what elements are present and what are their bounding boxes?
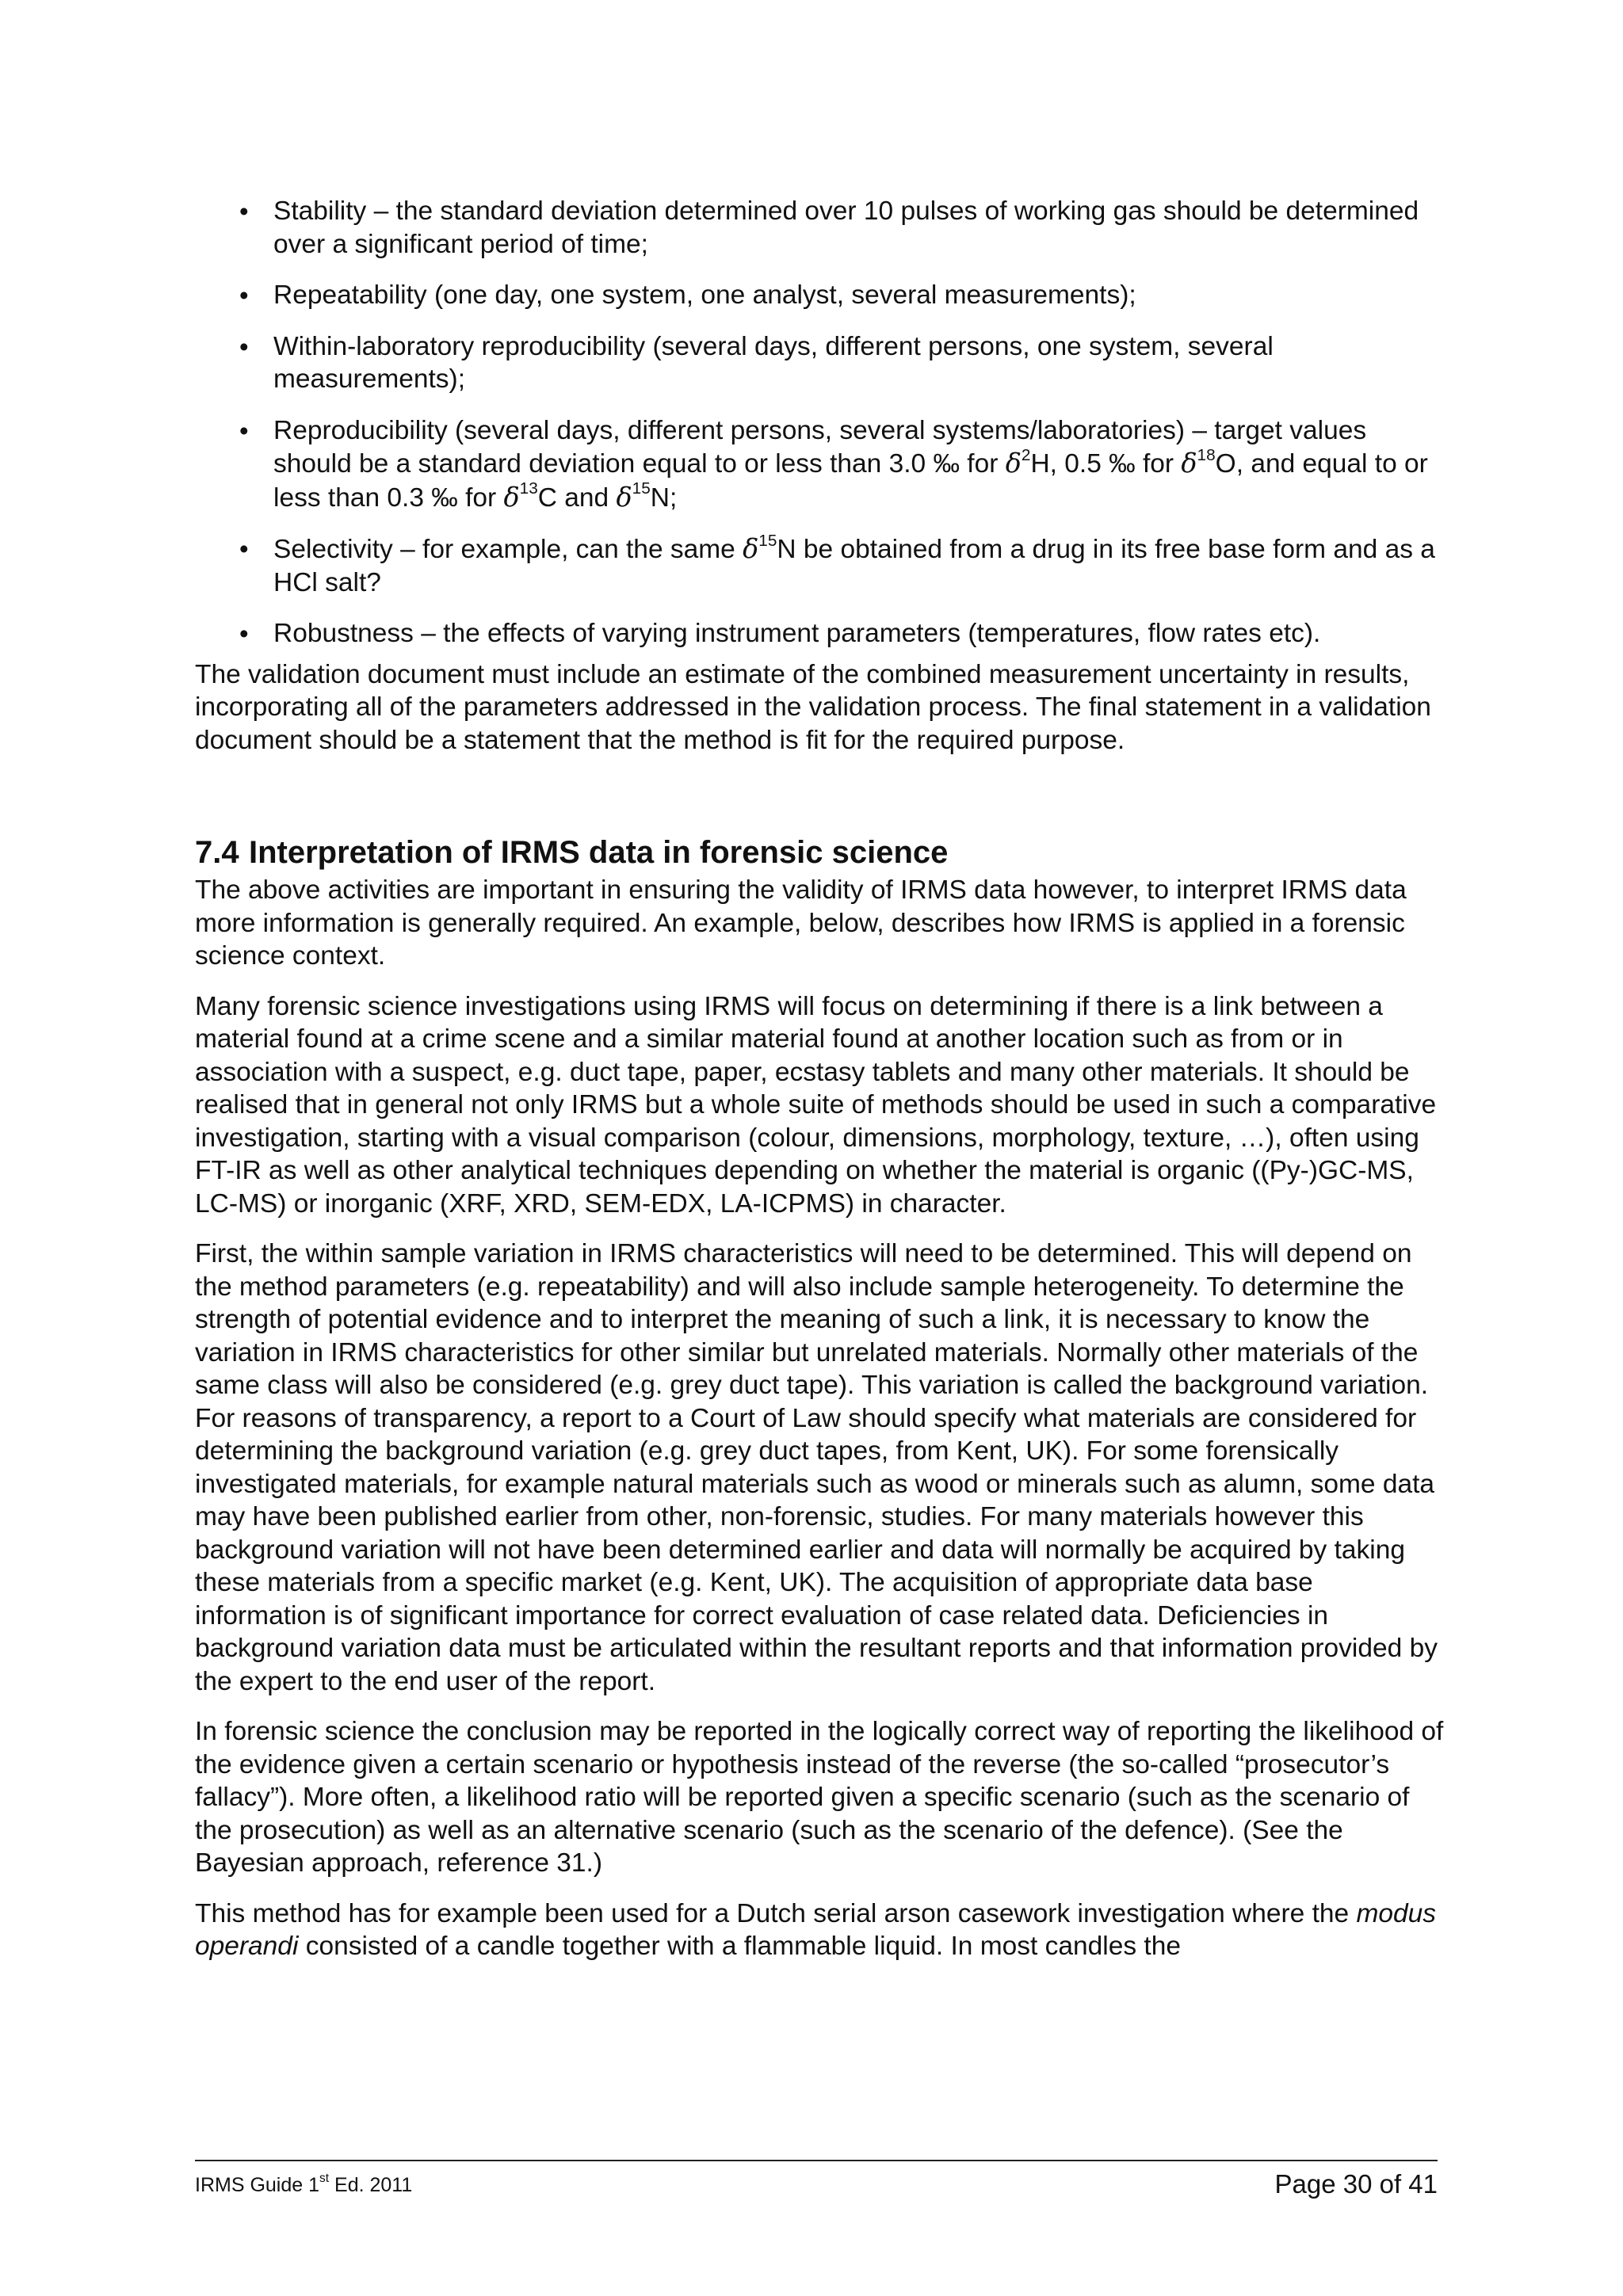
page-content	[195, 195, 1447, 1981]
footer-document-title: IRMS Guide 1st Ed. 2011	[195, 2172, 413, 2196]
footer-divider	[195, 2160, 1438, 2161]
list-item-text: Stability – the standard deviation determined over 10 pulses of working gas should be determined over a significant period of time;	[273, 196, 1419, 259]
delta-symbol: δ	[1181, 448, 1197, 479]
list-item	[195, 279, 1447, 312]
page-number: Page 30 of 41	[1274, 2169, 1438, 2199]
bullet-icon: •	[239, 534, 249, 563]
bullet-icon: •	[239, 415, 249, 445]
list-item	[195, 330, 1447, 396]
paragraph: The above activities are important in ensuring the validity of IRMS data however, to interpret IRMS data more information is generally required. An example, below, describes how IRMS is applied in a forensic science context.	[195, 875, 1407, 971]
section-title: Interpretation of IRMS data in forensic science	[249, 835, 949, 870]
bullet-icon: •	[239, 196, 249, 226]
bullet-icon: •	[239, 331, 249, 361]
section-heading	[195, 834, 1447, 871]
section-number: 7.4	[195, 835, 239, 870]
list-item	[195, 195, 1447, 261]
paragraph: Many forensic science investigations using IRMS will focus on determining if there is a link between a material found at a crime scene and a similar material found at another location such as from or in association with a suspect, e.g. duct tape, paper, ecstasy tablets and many other materials. It should be realised that in general not only IRMS but a whole suite of methods should be used in such a comparative investigation, starting with a visual comparison (colour, dimensions, morphology, texture, …), often using FT-IR as well as other analytical techniques depending on whether the material is organic ((Py-)GC-MS, LC-MS) or inorganic (XRF, XRD, SEM-EDX, LA-ICPMS) in character.	[195, 991, 1437, 1219]
validation-paragraph: The validation document must include an estimate of the combined measurement uncertainty in results, incorporating all of the parameters addressed in the validation process. The final statement in a validation document should be a statement that the method is fit for the required purpose.	[195, 659, 1431, 755]
paragraph: This method has for example been used for a Dutch serial arson casework investigation where the modus operandi consisted of a candle together with a flammable liquid. In most candles the	[195, 1898, 1437, 1961]
list-item-text: Repeatability (one day, one system, one analyst, several measurements);	[273, 280, 1136, 310]
validation-criteria-list	[195, 195, 1447, 650]
list-item	[195, 617, 1447, 650]
paragraph: First, the within sample variation in IRMS characteristics will need to be determined. This will depend on the method parameters (e.g. repeatability) and will also include sample heterogeneity. To determine the strength of potential evidence and to interpret the meaning of such a link, it is necessary to know the variation in IRMS characteristics for other similar but unrelated materials. Normally other materials of the same class will also be considered (e.g. grey duct tape). This variation is called the background variation. For reasons of transparency, a report to a Court of Law should specify what materials are considered for determining the background variation (e.g. grey duct tapes, from Kent, UK). For some forensically investigated materials, for example natural materials such as wood or minerals such as alumn, some data may have been published earlier from other, non-forensic, studies. For many materials however this background variation will not have been determined earlier and data will normally be acquired by taking these materials from a specific market (e.g. Kent, UK). The acquisition of appropriate data base information is of significant importance for correct evaluation of case related data. Deficiencies in background variation data must be articulated within the resultant reports and that information provided by the expert to the end user of the report.	[195, 1239, 1438, 1696]
delta-symbol: δ	[1005, 448, 1022, 479]
italic-term: modus operandi	[195, 1898, 1437, 1961]
bullet-icon: •	[239, 280, 249, 310]
list-item	[195, 532, 1447, 599]
list-item-text: Selectivity – for example, can the same $\delta^{15}N$ be obtained from a drug in its free base form and as a HCl salt?	[273, 531, 1435, 597]
list-item-text: Within-laboratory reproducibility (several days, different persons, one system, several measurements);	[273, 331, 1274, 394]
list-item-text: Robustness – the effects of varying instrument parameters (temperatures, flow rates etc).	[273, 619, 1321, 648]
bullet-icon: •	[239, 619, 249, 648]
delta-symbol: δ	[743, 533, 759, 564]
list-item	[195, 414, 1447, 515]
delta-symbol: δ	[503, 481, 520, 513]
delta-symbol: δ	[616, 481, 632, 513]
paragraph: In forensic science the conclusion may be reported in the logically correct way of reporting the likelihood of the evidence given a certain scenario or hypothesis instead of the reverse (the so-called “prosecutor’s fallacy”). More often, a likelihood ratio will be reported given a specific scenario (such as the scenario of the prosecution) as well as an alternative scenario (such as the scenario of the defence). (See the Bayesian approach, reference 31.)	[195, 1717, 1444, 1878]
list-item-text: Reproducibility (several days, different persons, several systems/laboratories) – target values should be a standard deviation equal to or less than 3.0 ‰ for $\delta^2H$, 0.5 ‰ for $\delta^{18}O$, and equal to or less than 0.3 ‰ for $\delta^{13}C$ and $\delta^{15}N$;	[273, 415, 1428, 513]
